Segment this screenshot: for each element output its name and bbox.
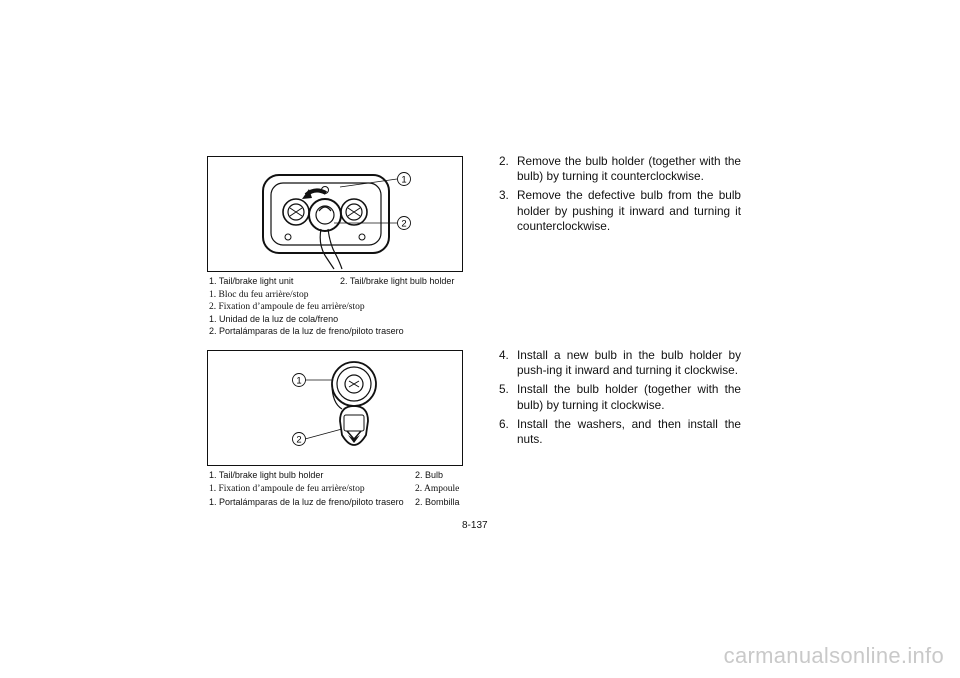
caption-item-1: 1. Portalámparas de la luz de freno/piloto trasero	[209, 497, 404, 507]
step-text: Install the washers, and then install the nuts.	[517, 416, 741, 447]
caption-item-1: 1. Unidad de la luz de cola/freno	[209, 314, 339, 324]
caption-item-1: 1. Tail/brake light bulb holder	[209, 470, 324, 480]
step-2	[499, 154, 741, 184]
figure2-caption-es	[209, 497, 460, 509]
caption-item-2: 2. Bombilla	[415, 497, 460, 507]
caption-item-1: 1. Fixation d’ampoule de feu arrière/stop	[209, 484, 365, 494]
step-4	[499, 348, 741, 378]
caption-item-2: 2. Portalámparas de la luz de freno/piloto trasero	[209, 325, 404, 336]
caption-item-2: 2. Ampoule	[415, 484, 460, 494]
callout-1: 1	[401, 174, 407, 186]
step-number: 3.	[499, 188, 509, 203]
figure2-caption-en	[209, 470, 444, 482]
step-text: Remove the bulb holder (together with the bulb) by turning it counterclockwise.	[517, 154, 741, 184]
figure1-caption-fr	[209, 290, 365, 313]
step-5	[499, 382, 741, 412]
caption-item-2: 2. Bulb	[415, 470, 444, 480]
step-3	[499, 188, 741, 234]
figure2-caption-fr	[209, 484, 460, 496]
step-text: Install a new bulb in the bulb holder by push-ing it inward and turning it clockwise.	[517, 348, 741, 378]
steps-top	[499, 154, 741, 238]
caption-item-2: 2. Tail/brake light bulb holder	[340, 276, 455, 286]
figure1-caption-es	[209, 314, 404, 337]
step-text: Install the bulb holder (together with the bulb) by turning it clockwise.	[517, 382, 741, 412]
watermark[interactable]: carmanualsonline.info	[723, 643, 944, 668]
page-number: 8-137	[462, 520, 488, 531]
step-6	[499, 417, 741, 447]
caption-item-2: 2. Fixation d’ampoule de feu arrière/stop	[209, 301, 365, 312]
step-number: 2.	[499, 154, 509, 168]
callout-2: 2	[401, 218, 407, 230]
callout-2: 2	[296, 434, 302, 446]
caption-item-1: 1. Bloc du feu arrière/stop	[209, 290, 309, 300]
figure-bulb-holder	[207, 350, 463, 466]
tail-light-unit-illustration	[208, 157, 461, 270]
step-text: Remove the defective bulb from the bulb holder by pushing it inward and turning it counterclockwise.	[517, 188, 741, 233]
figure1-caption-en	[209, 276, 455, 288]
step-number: 5.	[499, 382, 509, 397]
steps-bottom	[499, 348, 741, 451]
step-number: 4.	[499, 348, 509, 362]
callout-1: 1	[296, 375, 302, 387]
figure-tail-light-unit	[207, 156, 463, 272]
caption-item-1: 1. Tail/brake light unit	[209, 276, 294, 286]
bulb-holder-illustration	[208, 351, 461, 464]
step-number: 6.	[499, 416, 509, 431]
